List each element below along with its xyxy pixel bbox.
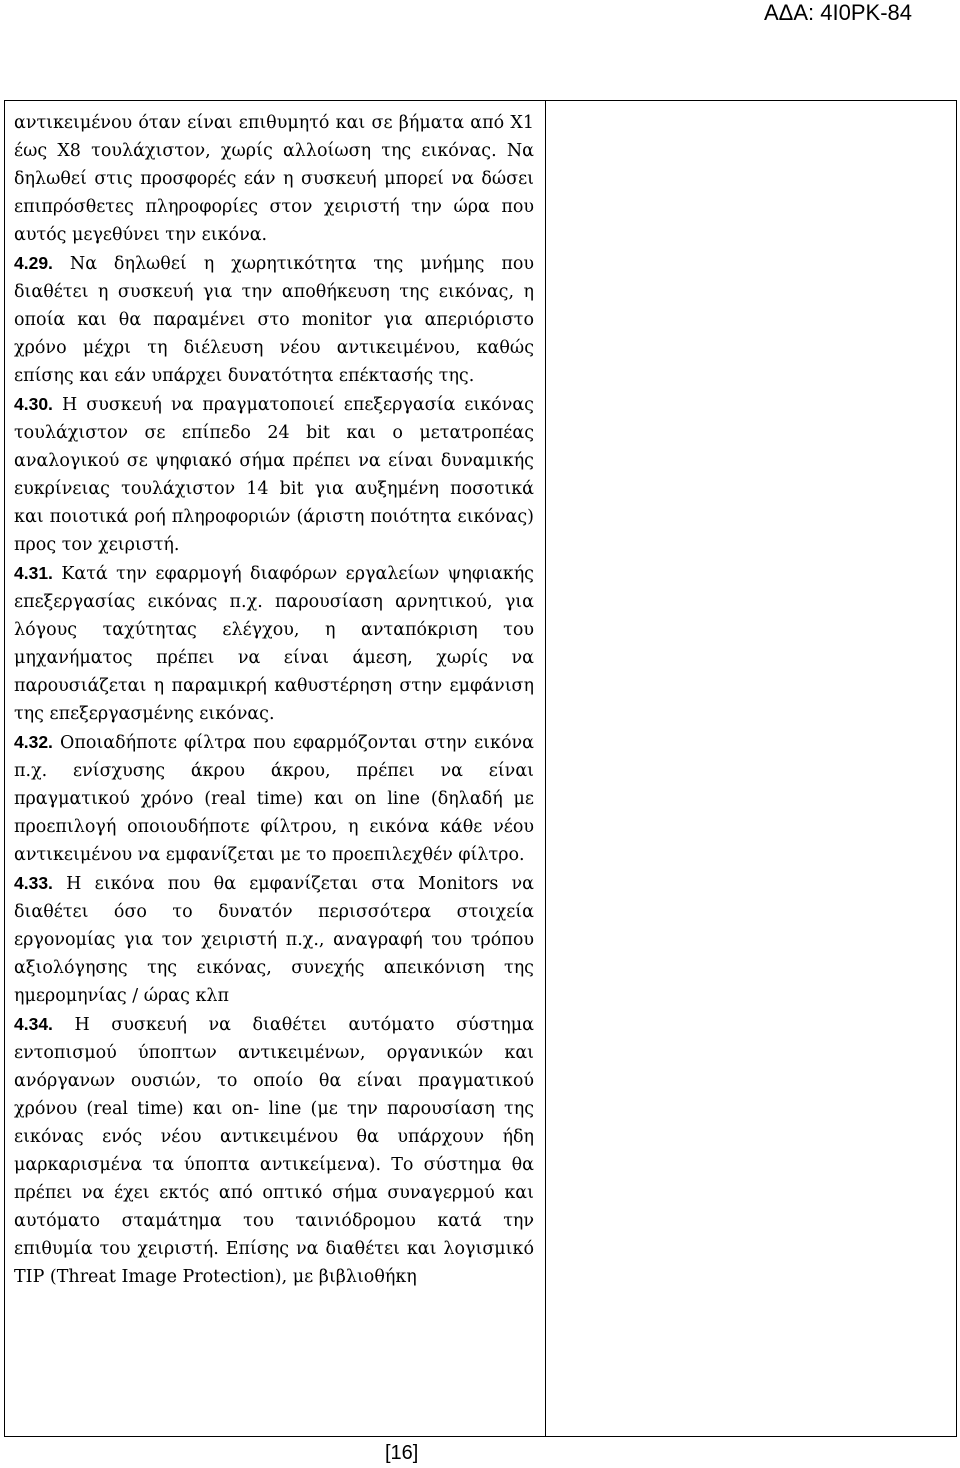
item-text: Να δηλωθεί η χωρητικότητα της μνήμης που διαθέτει η συσκευή για την αποθήκευση της εικόνας, η οποία και θα παραμένει στο monitor για απεριόριστο χρόνο μέχρι τη διέλευση νέου αντικειμένου, καθώς επίσης και εάν υπάρχει δυνατότητα επέκτασής της.: [14, 254, 534, 386]
item-number: 4.34.: [14, 1014, 53, 1034]
spec-item-4-29: [14, 249, 534, 390]
spec-item-4-32: [14, 728, 534, 869]
page-number: [16]: [385, 1442, 419, 1464]
item-number: 4.31.: [14, 563, 53, 583]
spec-item-4-30: [14, 390, 534, 559]
item-text: Οποιαδήποτε φίλτρα που εφαρμόζονται στην εικόνα π.χ. ενίσχυσης άκρου άκρου, πρέπει να είναι πραγματικού χρόνο (real time) και on line (δηλαδή με προεπιλογή οποιουδήποτε φίλτρου, η εικόνα κάθε νέου αντικειμένου να εμφανίζεται με το προεπιλεχθέν φίλτρο.: [14, 733, 534, 865]
spec-cell: [14, 109, 534, 1291]
item-text: Κατά την εφαρμογή διαφόρων εργαλείων ψηφιακής επεξεργασίας εικόνας π.χ. παρουσίαση αρνητικού, για λόγους ταχύτητας ελέγχου, η ανταπόκριση του μηχανήματος πρέπει να είναι άμεση, χωρίς να παρουσιάζεται η παραμικρή καθυστέρηση στην εμφάνιση της επεξεργασμένης εικόνας.: [14, 564, 534, 724]
spec-table: [4, 100, 957, 1437]
item-text: Η συσκευή να διαθέτει αυτόματο σύστημα εντοπισμού ύποπτων αντικειμένων, οργανικών και ανόργανων ουσιών, το οποίο θα είναι πραγματικού χρόνου (real time) και on- line (με την παρουσίαση της εικόνας ενός νέου αντικειμένου θα υπάρχουν ήδη μαρκαρισμένα τα ύποπτα αντικείμενα). Το σύστημα θα πρέπει να έχει εκτός από οπτικό σήμα συναγερμού και αυτόματο σταμάτημα του ταινιόδρομου κατά την επιθυμία του χειριστή. Επίσης να διαθέτει και λογισμικό TIP (Threat Image Protection), με βιβλιοθήκη: [14, 1015, 534, 1287]
item-number: 4.30.: [14, 394, 53, 414]
spec-item-4-31: [14, 559, 534, 728]
item-number: 4.32.: [14, 732, 53, 752]
item-text: Η εικόνα που θα εμφανίζεται στα Monitors να διαθέτει όσο το δυνατόν περισσότερα στοιχεία εργονομίας για τον χειριστή π.χ., αναγραφή του τρόπου αξιολόγησης της εικόνας, συνεχής απεικόνιση της ημερομηνίας / ώρας κλπ: [14, 874, 534, 1006]
item-number: 4.29.: [14, 253, 53, 273]
spec-item-4-34: [14, 1010, 534, 1291]
column-divider: [545, 101, 546, 1436]
item-number: 4.33.: [14, 873, 53, 893]
ada-header: ΑΔΑ: 4Ι0ΡΚ-84: [764, 0, 912, 25]
item-text: Η συσκευή να πραγματοποιεί επεξεργασία εικόνας τουλάχιστον σε επίπεδο 24 bit και ο μετατροπέας αναλογικού σε ψηφιακό σήμα πρέπει να είναι δυναμικής ευκρίνειας τουλάχιστον 14 bit για αυξημένη ποσοτικά και ποιοτικά ροή πληροφοριών (άριστη ποιότητα εικόνας) προς τον χειριστή.: [14, 395, 534, 555]
spec-item-4-33: [14, 869, 534, 1010]
continuation-paragraph: αντικειμένου όταν είναι επιθυμητό και σε βήματα από Χ1 έως Χ8 τουλάχιστον, χωρίς αλλοίωση της εικόνας. Να δηλωθεί στις προσφορές εάν η συσκευή μπορεί να δώσει επιπρόσθετες πληροφορίες στον χειριστή την ώρα που αυτός μεγεθύνει την εικόνα.: [14, 113, 534, 245]
